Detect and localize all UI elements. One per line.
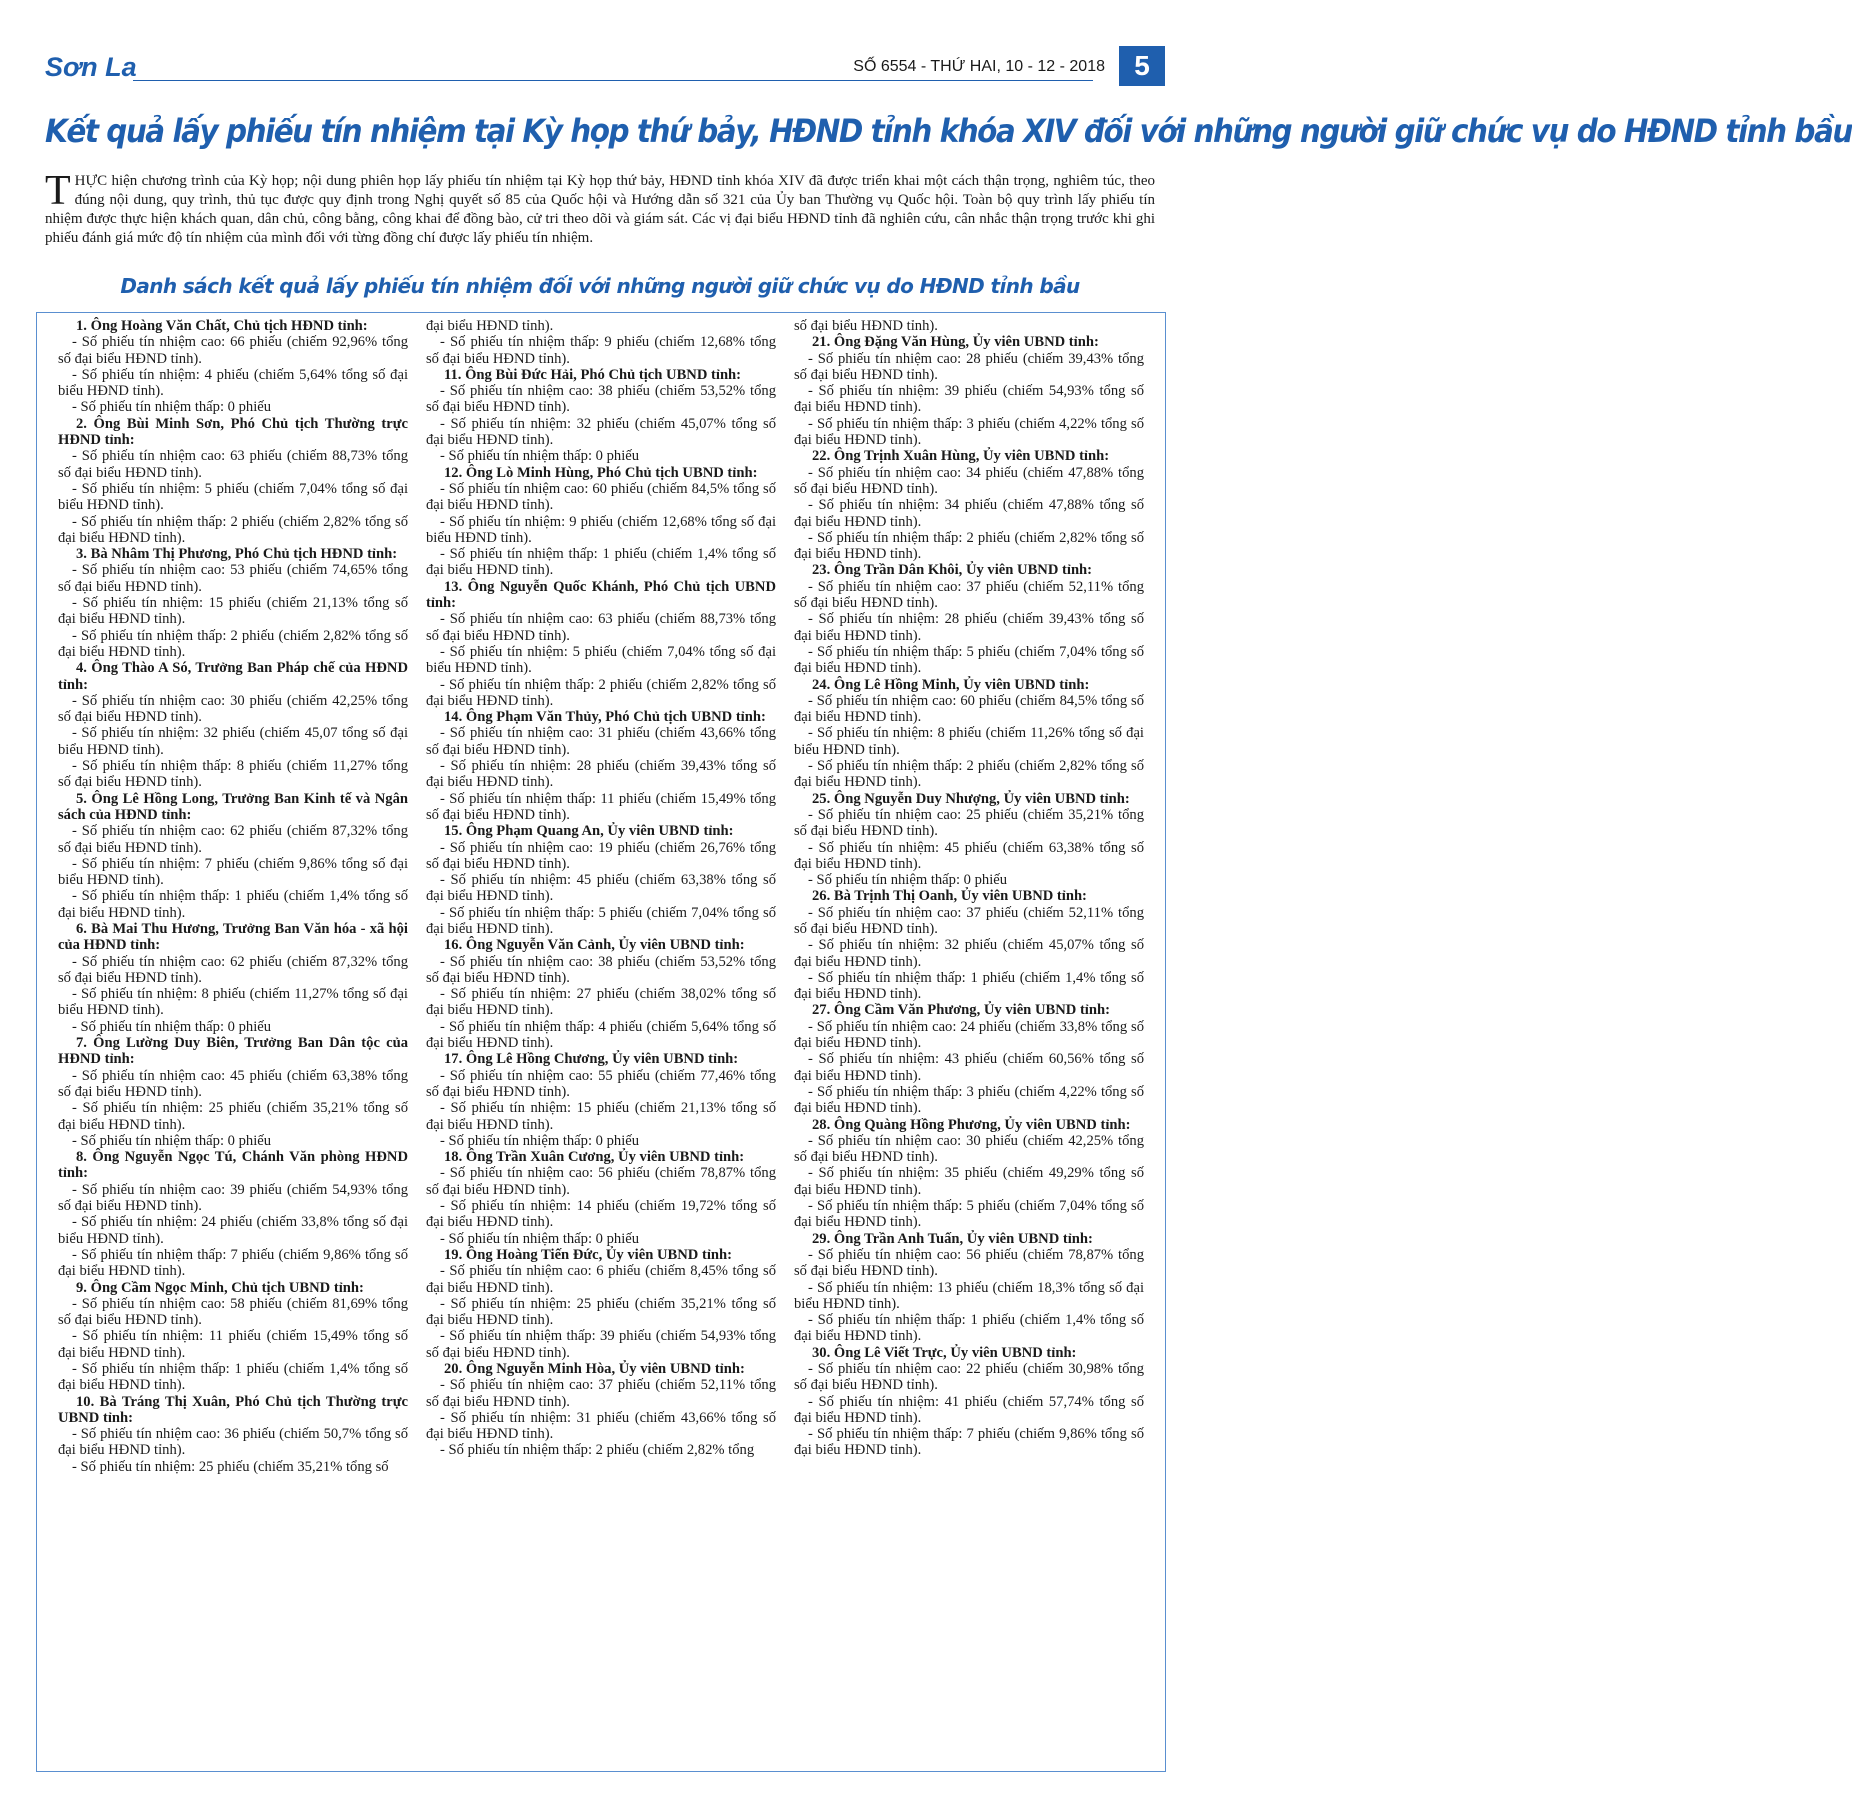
official-name: 17. Ông Lê Hồng Chương, Ủy viên UBND tỉnh: [444, 1051, 739, 1068]
result-entry [426, 823, 776, 937]
result-entry [58, 416, 408, 546]
vote-line: - Số phiếu tín nhiệm thấp: 1 phiếu (chiếm 1,4% tổng số đại biểu HĐND tỉnh). [426, 546, 776, 579]
result-entry [426, 465, 776, 579]
result-entry [58, 660, 408, 790]
page-number: 5 [1119, 46, 1165, 86]
vote-line: - Số phiếu tín nhiệm thấp: 3 phiếu (chiếm 4,22% tổng số đại biểu HĐND tỉnh). [794, 1083, 1144, 1117]
vote-line: - Số phiếu tín nhiệm cao: 38 phiếu (chiếm 53,52% tổng số đại biểu HĐND tỉnh). [426, 383, 776, 416]
vote-line: - Số phiếu tín nhiệm: 31 phiếu (chiếm 43,66% tổng số đại biểu HĐND tỉnh). [426, 1409, 776, 1443]
vote-line: - Số phiếu tín nhiệm cao: 45 phiếu (chiếm 63,38% tổng số đại biểu HĐND tỉnh). [58, 1067, 408, 1100]
vote-line: - Số phiếu tín nhiệm thấp: 1 phiếu (chiếm 1,4% tổng số đại biểu HĐND tỉnh). [58, 1361, 408, 1394]
vote-line: - Số phiếu tín nhiệm thấp: 2 phiếu (chiếm 2,82% tổng số đại biểu HĐND tỉnh). [794, 529, 1144, 563]
results-column-2 [426, 318, 776, 1768]
official-name: 4. Ông Thào A Só, Trưởng Ban Pháp chế của HĐND tỉnh: [58, 660, 408, 693]
vote-line: - Số phiếu tín nhiệm: 15 phiếu (chiếm 21,13% tổng số đại biểu HĐND tỉnh). [426, 1100, 776, 1133]
vote-line: - Số phiếu tín nhiệm cao: 63 phiếu (chiếm 88,73% tổng số đại biểu HĐND tỉnh). [426, 611, 776, 644]
vote-line: - Số phiếu tín nhiệm thấp: 4 phiếu (chiếm 5,64% tổng số đại biểu HĐND tỉnh). [426, 1018, 776, 1052]
vote-line: - Số phiếu tín nhiệm cao: 37 phiếu (chiếm 52,11% tổng số đại biểu HĐND tỉnh). [794, 904, 1144, 937]
vote-line: - Số phiếu tín nhiệm: 45 phiếu (chiếm 63,38% tổng số đại biểu HĐND tỉnh). [426, 872, 776, 905]
result-entry [794, 677, 1144, 791]
vote-line: - Số phiếu tín nhiệm thấp: 2 phiếu (chiếm 2,82% tổng số đại biểu HĐND tỉnh). [58, 627, 408, 660]
vote-line: - Số phiếu tín nhiệm cao: 6 phiếu (chiếm 8,45% tổng số đại biểu HĐND tỉnh). [426, 1263, 776, 1296]
vote-line: - Số phiếu tín nhiệm: 35 phiếu (chiếm 49,29% tổng số đại biểu HĐND tỉnh). [794, 1165, 1144, 1198]
issue-info: SỐ 6554 - THỨ HAI, 10 - 12 - 2018 [853, 58, 1105, 75]
vote-line: - Số phiếu tín nhiệm thấp: 2 phiếu (chiếm 2,82% tổng số đại biểu HĐND tỉnh). [58, 513, 408, 546]
result-entry [58, 791, 408, 921]
official-name: 25. Ông Nguyễn Duy Nhượng, Ủy viên UBND tỉnh: [812, 790, 1130, 807]
vote-line: - Số phiếu tín nhiệm: 11 phiếu (chiếm 15,49% tổng số đại biểu HĐND tỉnh). [58, 1328, 408, 1361]
vote-line: - Số phiếu tín nhiệm: 14 phiếu (chiếm 19,72% tổng số đại biểu HĐND tỉnh). [426, 1198, 776, 1231]
vote-line: - Số phiếu tín nhiệm cao: 28 phiếu (chiếm 39,43% tổng số đại biểu HĐND tỉnh). [794, 350, 1144, 383]
official-name: 28. Ông Quàng Hồng Phương, Ủy viên UBND tỉnh: [812, 1116, 1131, 1133]
vote-line: - Số phiếu tín nhiệm: 34 phiếu (chiếm 47,88% tổng số đại biểu HĐND tỉnh). [794, 497, 1144, 530]
vote-line: - Số phiếu tín nhiệm: 28 phiếu (chiếm 39,43% tổng số đại biểu HĐND tỉnh). [794, 611, 1144, 644]
result-entry [58, 1149, 408, 1279]
page-header [45, 46, 1165, 88]
header-rule [133, 80, 1093, 81]
headline: Kết quả lấy phiếu tín nhiệm tại Kỳ họp thứ bảy, HĐND tỉnh khóa XIV đối với những người giữ chức vụ do HĐND tỉnh bầu [45, 112, 1852, 150]
result-entry [58, 1394, 408, 1475]
vote-line: - Số phiếu tín nhiệm cao: 38 phiếu (chiếm 53,52% tổng số đại biểu HĐND tỉnh). [426, 953, 776, 986]
result-entry [426, 709, 776, 823]
vote-line: - Số phiếu tín nhiệm cao: 30 phiếu (chiếm 42,25% tổng số đại biểu HĐND tỉnh). [58, 692, 408, 726]
result-entry [426, 1361, 776, 1459]
official-name: 18. Ông Trần Xuân Cương, Ủy viên UBND tỉnh: [444, 1149, 745, 1166]
result-entry [426, 1051, 776, 1149]
vote-line: - Số phiếu tín nhiệm: 8 phiếu (chiếm 11,27% tổng số đại biểu HĐND tỉnh). [58, 986, 408, 1019]
official-name: 2. Ông Bùi Minh Sơn, Phó Chủ tịch Thường trực HĐND tỉnh: [58, 415, 408, 449]
results-column-3 [794, 318, 1144, 1768]
result-entry [58, 1035, 408, 1149]
result-entry [426, 579, 776, 709]
vote-line: - Số phiếu tín nhiệm thấp: 0 phiếu [72, 1018, 272, 1035]
vote-line: - Số phiếu tín nhiệm: 25 phiếu (chiếm 35,21% tổng số [72, 1458, 389, 1475]
vote-line: - Số phiếu tín nhiệm cao: 30 phiếu (chiếm 42,25% tổng số đại biểu HĐND tỉnh). [794, 1132, 1144, 1166]
result-entry [58, 1280, 408, 1394]
vote-line: - Số phiếu tín nhiệm thấp: 11 phiếu (chiếm 15,49% tổng số đại biểu HĐND tỉnh). [426, 790, 776, 823]
vote-line: - Số phiếu tín nhiệm thấp: 5 phiếu (chiếm 7,04% tổng số đại biểu HĐND tỉnh). [426, 904, 776, 937]
official-name: 23. Ông Trần Dân Khôi, Ủy viên UBND tỉnh: [812, 562, 1093, 579]
official-name: 8. Ông Nguyễn Ngọc Tú, Chánh Văn phòng HĐND tỉnh: [58, 1149, 408, 1182]
vote-line: - Số phiếu tín nhiệm: 8 phiếu (chiếm 11,26% tổng số đại biểu HĐND tỉnh). [794, 725, 1144, 758]
vote-line: - Số phiếu tín nhiệm cao: 19 phiếu (chiếm 26,76% tổng số đại biểu HĐND tỉnh). [426, 839, 776, 872]
vote-line: - Số phiếu tín nhiệm cao: 60 phiếu (chiếm 84,5% tổng số đại biểu HĐND tỉnh). [794, 692, 1144, 726]
vote-line: - Số phiếu tín nhiệm thấp: 5 phiếu (chiếm 7,04% tổng số đại biểu HĐND tỉnh). [794, 1198, 1144, 1231]
official-name: 3. Bà Nhâm Thị Phương, Phó Chủ tịch HĐND tỉnh: [76, 546, 398, 563]
official-name: 1. Ông Hoàng Văn Chất, Chủ tịch HĐND tỉnh: [76, 318, 368, 334]
vote-line: - Số phiếu tín nhiệm cao: 58 phiếu (chiếm 81,69% tổng số đại biểu HĐND tỉnh). [58, 1295, 408, 1329]
vote-line: - Số phiếu tín nhiệm: 27 phiếu (chiếm 38,02% tổng số đại biểu HĐND tỉnh). [426, 986, 776, 1019]
official-name: 27. Ông Cầm Văn Phương, Ủy viên UBND tỉnh: [812, 1002, 1110, 1019]
result-entry [58, 921, 408, 1035]
vote-line: - Số phiếu tín nhiệm thấp: 39 phiếu (chiếm 54,93% tổng số đại biểu HĐND tỉnh). [426, 1328, 776, 1361]
vote-line: - Số phiếu tín nhiệm: 41 phiếu (chiếm 57,74% tổng số đại biểu HĐND tỉnh). [794, 1393, 1144, 1426]
result-entry [794, 448, 1144, 562]
vote-line: - Số phiếu tín nhiệm thấp: 9 phiếu (chiếm 12,68% tổng số đại biểu HĐND tỉnh). [426, 334, 776, 367]
vote-line: - Số phiếu tín nhiệm thấp: 1 phiếu (chiếm 1,4% tổng số đại biểu HĐND tỉnh). [794, 969, 1144, 1003]
official-name: 10. Bà Tráng Thị Xuân, Phó Chủ tịch Thường trực UBND tỉnh: [58, 1393, 408, 1426]
result-entry [426, 367, 776, 465]
vote-line: - Số phiếu tín nhiệm thấp: 8 phiếu (chiếm 11,27% tổng số đại biểu HĐND tỉnh). [58, 758, 408, 791]
vote-line: - Số phiếu tín nhiệm thấp: 1 phiếu (chiếm 1,4% tổng số đại biểu HĐND tỉnh). [794, 1312, 1144, 1345]
vote-line: - Số phiếu tín nhiệm thấp: 0 phiếu [440, 1132, 640, 1149]
vote-line: - Số phiếu tín nhiệm: 13 phiếu (chiếm 18,3% tổng số đại biểu HĐND tỉnh). [794, 1279, 1144, 1312]
result-entry [794, 1002, 1144, 1116]
vote-line: - Số phiếu tín nhiệm cao: 25 phiếu (chiếm 35,21% tổng số đại biểu HĐND tỉnh). [794, 806, 1144, 840]
result-entry [426, 937, 776, 1051]
vote-line: - Số phiếu tín nhiệm thấp: 1 phiếu (chiếm 1,4% tổng số đại biểu HĐND tỉnh). [58, 888, 408, 921]
result-entry [794, 1117, 1144, 1231]
result-entry [426, 318, 776, 367]
drop-cap: T [45, 168, 71, 214]
vote-line: - Số phiếu tín nhiệm cao: 37 phiếu (chiếm 52,11% tổng số đại biểu HĐND tỉnh). [426, 1377, 776, 1410]
vote-line: - Số phiếu tín nhiệm: 15 phiếu (chiếm 21,13% tổng số đại biểu HĐND tỉnh). [58, 595, 408, 628]
vote-line: - Số phiếu tín nhiệm: 32 phiếu (chiếm 45,07% tổng số đại biểu HĐND tỉnh). [794, 937, 1144, 970]
vote-line: - Số phiếu tín nhiệm: 39 phiếu (chiếm 54,93% tổng số đại biểu HĐND tỉnh). [794, 383, 1144, 416]
vote-line: - Số phiếu tín nhiệm: 5 phiếu (chiếm 7,04% tổng số đại biểu HĐND tỉnh). [426, 643, 776, 677]
vote-line: - Số phiếu tín nhiệm: 25 phiếu (chiếm 35,21% tổng số đại biểu HĐND tỉnh). [58, 1100, 408, 1133]
official-name: 12. Ông Lò Minh Hùng, Phó Chủ tịch UBND tỉnh: [444, 464, 758, 481]
result-entry [794, 1345, 1144, 1459]
result-entry [426, 1149, 776, 1247]
result-entry [794, 791, 1144, 889]
result-entry [794, 318, 1144, 334]
result-entry [426, 1247, 776, 1361]
official-name: 9. Ông Cầm Ngọc Minh, Chủ tịch UBND tỉnh: [76, 1279, 364, 1296]
vote-line: đại biểu HĐND tỉnh). [426, 318, 554, 334]
official-name: 14. Ông Phạm Văn Thủy, Phó Chủ tịch UBND tỉnh: [444, 709, 766, 726]
list-title: Danh sách kết quả lấy phiếu tín nhiệm đối với những người giữ chức vụ do HĐND tỉnh bầu [120, 274, 1080, 298]
result-entry [794, 888, 1144, 1002]
lead-paragraph [45, 168, 1155, 262]
official-name: 5. Ông Lê Hồng Long, Trưởng Ban Kinh tế và Ngân sách của HĐND tỉnh: [58, 790, 408, 823]
vote-line: - Số phiếu tín nhiệm: 43 phiếu (chiếm 60,56% tổng số đại biểu HĐND tỉnh). [794, 1051, 1144, 1084]
lead-text: HỰC hiện chương trình của Kỳ họp; nội dung phiên họp lấy phiếu tín nhiệm tại Kỳ họp thứ bảy, HĐND tỉnh khóa XIV đã được triển khai một cách thận trọng, nghiêm túc, theo đúng nội dung, quy trình, thủ tục được quy định trong Nghị quyết số 85 của Quốc hội và Hướng dẫn số 321 của Ủy ban Thường vụ Quốc hội. Toàn bộ quy trình lấy phiếu tín nhiệm được thực hiện khách quan, dân chủ, công bằng, công khai để đồng bào, cử tri theo dõi và giám sát. Các vị đại biểu HĐND tỉnh đã nghiên cứu, cân nhắc thận trọng trước khi ghi phiếu đánh giá mức độ tín nhiệm của mình đối với từng đồng chí được lấy phiếu tín nhiệm. [45, 173, 1155, 246]
vote-line: - Số phiếu tín nhiệm cao: 55 phiếu (chiếm 77,46% tổng số đại biểu HĐND tỉnh). [426, 1067, 776, 1100]
result-entry [794, 334, 1144, 448]
vote-line: - Số phiếu tín nhiệm: 5 phiếu (chiếm 7,04% tổng số đại biểu HĐND tỉnh). [58, 480, 408, 514]
vote-line: - Số phiếu tín nhiệm thấp: 2 phiếu (chiếm 2,82% tổng số đại biểu HĐND tỉnh). [794, 758, 1144, 791]
vote-line: - Số phiếu tín nhiệm cao: 39 phiếu (chiếm 54,93% tổng số đại biểu HĐND tỉnh). [58, 1181, 408, 1215]
vote-line: - Số phiếu tín nhiệm thấp: 3 phiếu (chiếm 4,22% tổng số đại biểu HĐND tỉnh). [794, 415, 1144, 449]
vote-line: - Số phiếu tín nhiệm: 25 phiếu (chiếm 35,21% tổng số đại biểu HĐND tỉnh). [426, 1295, 776, 1329]
vote-line: - Số phiếu tín nhiệm: 32 phiếu (chiếm 45,07 tổng số đại biểu HĐND tỉnh). [58, 725, 408, 758]
vote-line: - Số phiếu tín nhiệm thấp: 2 phiếu (chiếm 2,82% tổng [440, 1442, 755, 1459]
official-name: 19. Ông Hoàng Tiến Đức, Ủy viên UBND tỉnh: [444, 1246, 732, 1263]
vote-line: - Số phiếu tín nhiệm cao: 24 phiếu (chiếm 33,8% tổng số đại biểu HĐND tỉnh). [794, 1018, 1144, 1052]
vote-line: - Số phiếu tín nhiệm cao: 56 phiếu (chiếm 78,87% tổng số đại biểu HĐND tỉnh). [794, 1246, 1144, 1280]
results-column-1 [58, 318, 408, 1768]
vote-line: - Số phiếu tín nhiệm cao: 66 phiếu (chiếm 92,96% tổng số đại biểu HĐND tỉnh). [58, 334, 408, 367]
vote-line: - Số phiếu tín nhiệm: 4 phiếu (chiếm 5,64% tổng số đại biểu HĐND tỉnh). [58, 366, 408, 400]
official-name: 15. Ông Phạm Quang An, Ủy viên UBND tỉnh: [444, 823, 734, 840]
official-name: 13. Ông Nguyễn Quốc Khánh, Phó Chủ tịch UBND tỉnh: [426, 578, 776, 612]
vote-line: - Số phiếu tín nhiệm cao: 34 phiếu (chiếm 47,88% tổng số đại biểu HĐND tỉnh). [794, 464, 1144, 497]
official-name: 16. Ông Nguyễn Văn Cảnh, Ủy viên UBND tỉnh: [444, 937, 745, 954]
official-name: 6. Bà Mai Thu Hương, Trưởng Ban Văn hóa - xã hội của HĐND tỉnh: [58, 920, 408, 954]
official-name: 7. Ông Lường Duy Biên, Trưởng Ban Dân tộc của HĐND tỉnh: [58, 1035, 408, 1068]
vote-line: - Số phiếu tín nhiệm cao: 60 phiếu (chiếm 84,5% tổng số đại biểu HĐND tỉnh). [426, 480, 776, 514]
official-name: 26. Bà Trịnh Thị Oanh, Ủy viên UBND tỉnh: [812, 888, 1087, 905]
official-name: 29. Ông Trần Anh Tuấn, Ủy viên UBND tỉnh: [812, 1230, 1093, 1247]
official-name: 22. Ông Trịnh Xuân Hùng, Ủy viên UBND tỉnh: [812, 448, 1110, 465]
vote-line: - Số phiếu tín nhiệm cao: 31 phiếu (chiếm 43,66% tổng số đại biểu HĐND tỉnh). [426, 725, 776, 758]
vote-line: - Số phiếu tín nhiệm thấp: 0 phiếu [808, 872, 1008, 889]
vote-line: - Số phiếu tín nhiệm thấp: 2 phiếu (chiếm 2,82% tổng số đại biểu HĐND tỉnh). [426, 676, 776, 709]
vote-line: - Số phiếu tín nhiệm thấp: 0 phiếu [440, 1230, 640, 1247]
vote-line: - Số phiếu tín nhiệm cao: 62 phiếu (chiếm 87,32% tổng số đại biểu HĐND tỉnh). [58, 953, 408, 986]
vote-line: - Số phiếu tín nhiệm: 24 phiếu (chiếm 33,8% tổng số đại biểu HĐND tỉnh). [58, 1214, 408, 1247]
official-name: 30. Ông Lê Viết Trực, Ủy viên UBND tỉnh: [812, 1344, 1077, 1361]
official-name: 24. Ông Lê Hồng Minh, Ủy viên UBND tỉnh: [812, 676, 1090, 693]
vote-line: - Số phiếu tín nhiệm cao: 63 phiếu (chiếm 88,73% tổng số đại biểu HĐND tỉnh). [58, 448, 408, 481]
section-name: Sơn La [45, 52, 137, 82]
vote-line: - Số phiếu tín nhiệm cao: 37 phiếu (chiếm 52,11% tổng số đại biểu HĐND tỉnh). [794, 578, 1144, 612]
vote-line: - Số phiếu tín nhiệm thấp: 0 phiếu [72, 1132, 272, 1149]
vote-line: - Số phiếu tín nhiệm cao: 36 phiếu (chiếm 50,7% tổng số đại biểu HĐND tỉnh). [58, 1426, 408, 1459]
result-entry [58, 318, 408, 416]
vote-line: - Số phiếu tín nhiệm cao: 22 phiếu (chiếm 30,98% tổng số đại biểu HĐND tỉnh). [794, 1361, 1144, 1394]
official-name: 11. Ông Bùi Đức Hải, Phó Chủ tịch UBND tỉnh: [444, 366, 742, 383]
vote-line: - Số phiếu tín nhiệm cao: 62 phiếu (chiếm 87,32% tổng số đại biểu HĐND tỉnh). [58, 823, 408, 856]
vote-line: - Số phiếu tín nhiệm: 7 phiếu (chiếm 9,86% tổng số đại biểu HĐND tỉnh). [58, 855, 408, 889]
vote-line: - Số phiếu tín nhiệm cao: 56 phiếu (chiếm 78,87% tổng số đại biểu HĐND tỉnh). [426, 1165, 776, 1198]
vote-line: - Số phiếu tín nhiệm thấp: 7 phiếu (chiếm 9,86% tổng số đại biểu HĐND tỉnh). [58, 1246, 408, 1280]
official-name: 20. Ông Nguyễn Minh Hòa, Ủy viên UBND tỉnh: [444, 1361, 745, 1377]
vote-line: - Số phiếu tín nhiệm: 32 phiếu (chiếm 45,07% tổng số đại biểu HĐND tỉnh). [426, 415, 776, 449]
vote-line: số đại biểu HĐND tỉnh). [794, 318, 938, 334]
vote-line: - Số phiếu tín nhiệm: 45 phiếu (chiếm 63,38% tổng số đại biểu HĐND tỉnh). [794, 839, 1144, 872]
vote-line: - Số phiếu tín nhiệm: 28 phiếu (chiếm 39,43% tổng số đại biểu HĐND tỉnh). [426, 758, 776, 791]
vote-line: - Số phiếu tín nhiệm thấp: 7 phiếu (chiếm 9,86% tổng số đại biểu HĐND tỉnh). [794, 1426, 1144, 1459]
result-entry [794, 562, 1144, 676]
vote-line: - Số phiếu tín nhiệm thấp: 5 phiếu (chiếm 7,04% tổng số đại biểu HĐND tỉnh). [794, 643, 1144, 677]
result-entry [58, 546, 408, 660]
official-name: 21. Ông Đặng Văn Hùng, Ủy viên UBND tỉnh: [812, 334, 1099, 351]
vote-line: - Số phiếu tín nhiệm thấp: 0 phiếu [440, 448, 640, 465]
vote-line: - Số phiếu tín nhiệm cao: 53 phiếu (chiếm 74,65% tổng số đại biểu HĐND tỉnh). [58, 562, 408, 595]
vote-line: - Số phiếu tín nhiệm thấp: 0 phiếu [72, 399, 272, 416]
vote-line: - Số phiếu tín nhiệm: 9 phiếu (chiếm 12,68% tổng số đại biểu HĐND tỉnh). [426, 513, 776, 546]
result-entry [794, 1231, 1144, 1345]
